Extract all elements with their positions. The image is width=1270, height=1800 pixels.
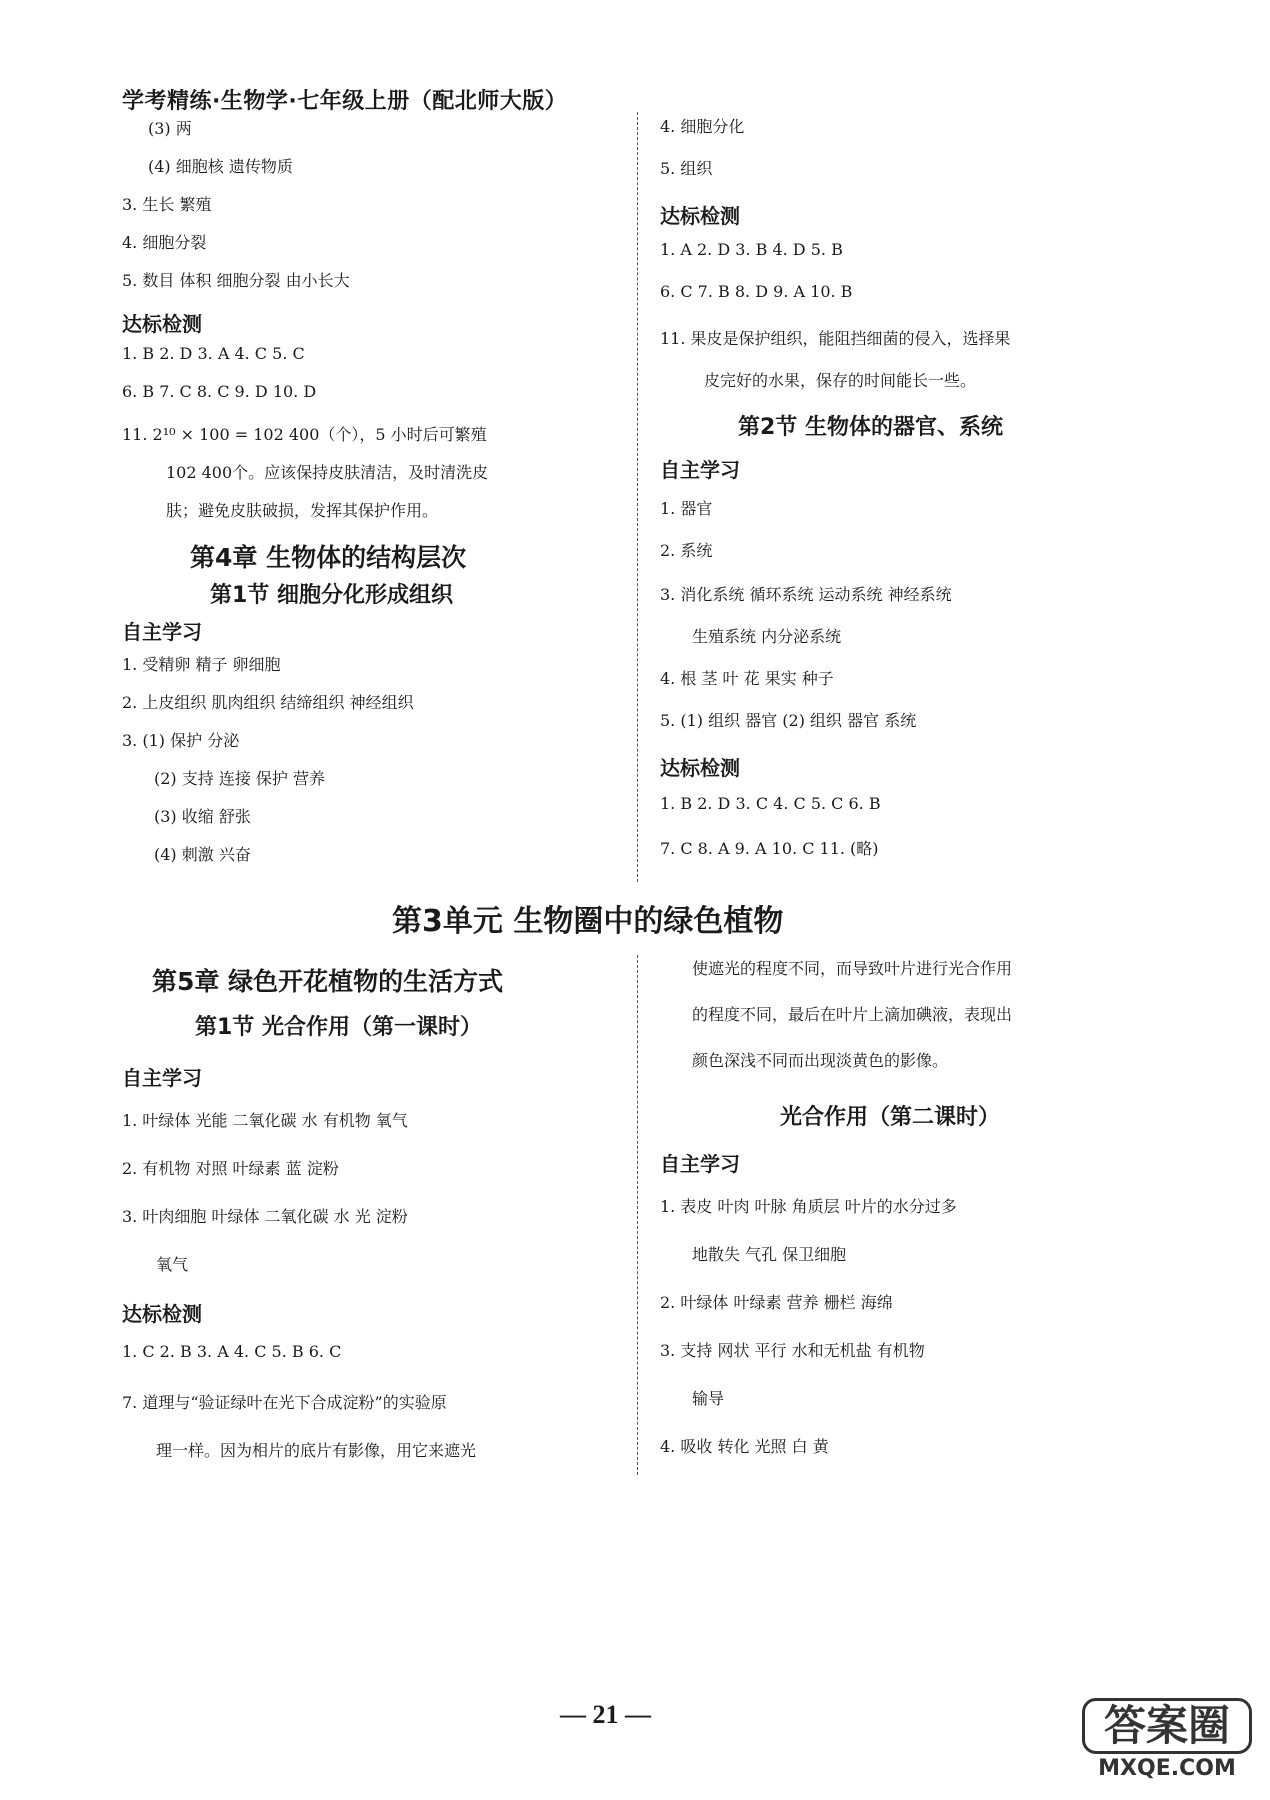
answer-line: 1. 表皮 叶肉 叶脉 角质层 叶片的水分过多	[660, 1197, 957, 1216]
subheading-dabiao: 达标检测	[122, 312, 202, 336]
subheading-zizhu: 自主学习	[660, 1152, 740, 1176]
chapter-title: 第4章 生物体的结构层次	[190, 543, 467, 572]
answer-line: 生殖系统 内分泌系统	[692, 627, 842, 646]
answer-line: (3) 两	[148, 119, 192, 138]
subheading-dabiao: 达标检测	[660, 756, 740, 780]
answer-line: 2. 上皮组织 肌肉组织 结缔组织 神经组织	[122, 693, 414, 712]
running-header: 学考精练·生物学·七年级上册（配北师大版）	[122, 89, 568, 114]
answer-line: 2. 系统	[660, 541, 713, 560]
section-title: 第1节 细胞分化形成组织	[210, 583, 453, 608]
answer-line: 5. 数目 体积 细胞分裂 由小长大	[122, 271, 350, 290]
answer-line: (4) 细胞核 遗传物质	[148, 157, 293, 176]
answer-line: 4. 细胞分裂	[122, 233, 207, 252]
section-title: 第1节 光合作用（第一课时）	[195, 1015, 482, 1040]
answer-line: 5. (1) 组织 器官 (2) 组织 器官 系统	[660, 711, 917, 730]
answer-line: 6. C 7. B 8. D 9. A 10. B	[660, 282, 853, 301]
answer-line: 4. 吸收 转化 光照 白 黄	[660, 1437, 829, 1456]
answer-line: 3. (1) 保护 分泌	[122, 731, 240, 750]
answer-line: (3) 收缩 舒张	[154, 807, 251, 826]
answer-line: 1. C 2. B 3. A 4. C 5. B 6. C	[122, 1342, 342, 1361]
answer-line: 的程度不同，最后在叶片上滴加碘液，表现出	[692, 1005, 1013, 1024]
answer-line: 1. 叶绿体 光能 二氧化碳 水 有机物 氧气	[122, 1111, 408, 1130]
answer-line: 颜色深浅不同而出现淡黄色的影像。	[692, 1051, 949, 1070]
answer-line: 1. B 2. D 3. A 4. C 5. C	[122, 344, 305, 363]
answer-line: 4. 细胞分化	[660, 117, 745, 136]
column-divider	[637, 112, 638, 882]
answer-line: 1. A 2. D 3. B 4. D 5. B	[660, 240, 843, 259]
answer-line: 7. 道理与“验证绿叶在光下合成淀粉”的实验原	[122, 1393, 447, 1412]
answer-line: 肤；避免皮肤破损，发挥其保护作用。	[166, 501, 439, 520]
answer-line: 2. 叶绿体 叶绿素 营养 栅栏 海绵	[660, 1293, 893, 1312]
answer-line: 1. 受精卵 精子 卵细胞	[122, 655, 281, 674]
answer-line: 11. 果皮是保护组织，能阻挡细菌的侵入，选择果	[660, 329, 1011, 348]
answer-line: 6. B 7. C 8. C 9. D 10. D	[122, 382, 317, 401]
subheading-zizhu: 自主学习	[122, 620, 202, 644]
answer-line: 1. B 2. D 3. C 4. C 5. C 6. B	[660, 794, 881, 813]
answer-line: 3. 生长 繁殖	[122, 195, 212, 214]
answer-line: 2. 有机物 对照 叶绿素 蓝 淀粉	[122, 1159, 339, 1178]
answer-line: 使遮光的程度不同，而导致叶片进行光合作用	[692, 959, 1013, 978]
page-number: — 21 —	[560, 1700, 651, 1729]
answer-line: 102 400个。应该保持皮肤清洁，及时清洗皮	[166, 463, 489, 482]
subheading-dabiao: 达标检测	[660, 204, 740, 228]
answer-line: 地散失 气孔 保卫细胞	[692, 1245, 847, 1264]
answer-line: 皮完好的水果，保存的时间能长一些。	[704, 371, 977, 390]
watermark-bottom: MXQE.COM	[1098, 1756, 1236, 1781]
section-title: 光合作用（第二课时）	[780, 1105, 1001, 1130]
column-divider	[637, 955, 638, 1475]
answer-line: (4) 刺激 兴奋	[154, 845, 251, 864]
answer-line: 1. 器官	[660, 499, 713, 518]
subheading-zizhu: 自主学习	[660, 458, 740, 482]
answer-line: 4. 根 茎 叶 花 果实 种子	[660, 669, 834, 688]
chapter-title: 第5章 绿色开花植物的生活方式	[152, 967, 504, 996]
answer-line: 氧气	[156, 1255, 189, 1274]
answer-line: 3. 支持 网状 平行 水和无机盐 有机物	[660, 1341, 925, 1360]
answer-line: 11. 2¹⁰ × 100 = 102 400（个），5 小时后可繁殖	[122, 425, 487, 444]
unit-title: 第3单元 生物圈中的绿色植物	[392, 904, 784, 939]
watermark-logo	[1082, 1698, 1252, 1788]
answer-line: 理一样。因为相片的底片有影像，用它来遮光	[156, 1441, 477, 1460]
subheading-dabiao: 达标检测	[122, 1302, 202, 1326]
subheading-zizhu: 自主学习	[122, 1066, 202, 1090]
answer-line: 输导	[692, 1389, 725, 1408]
answer-line: 3. 叶肉细胞 叶绿体 二氧化碳 水 光 淀粉	[122, 1207, 408, 1226]
answer-line: 7. C 8. A 9. A 10. C 11. (略)	[660, 839, 879, 858]
answer-line: 5. 组织	[660, 159, 713, 178]
answer-line: (2) 支持 连接 保护 营养	[154, 769, 326, 788]
watermark-top: 答案圈	[1082, 1698, 1252, 1754]
answer-line: 3. 消化系统 循环系统 运动系统 神经系统	[660, 585, 952, 604]
section-title: 第2节 生物体的器官、系统	[738, 415, 1003, 440]
